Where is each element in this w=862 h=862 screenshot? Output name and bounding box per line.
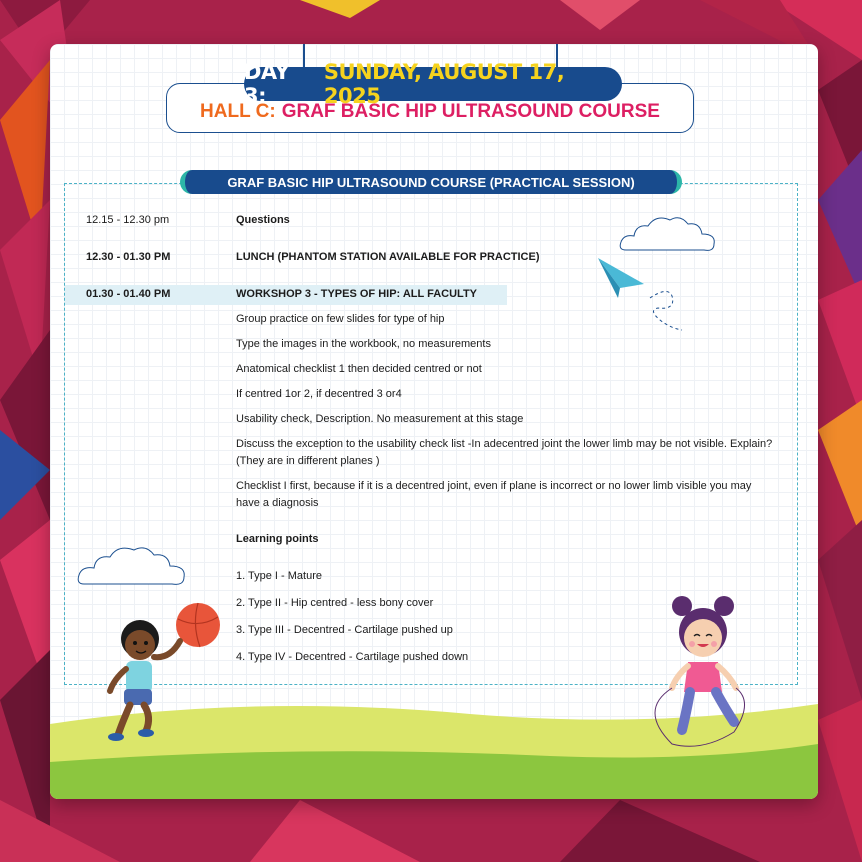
day-date: SUNDAY, AUGUST 17, 2025 [323, 60, 565, 108]
cloud-icon [76, 542, 188, 590]
girl-illustration [642, 592, 762, 752]
schedule-title: LUNCH (PHANTOM STATION AVAILABLE FOR PRACTICE) [236, 251, 540, 263]
schedule-card [50, 44, 818, 799]
learning-heading: Learning points [236, 533, 319, 545]
schedule-time: 12.15 - 12.30 pm [86, 214, 170, 226]
schedule-time: 12.30 - 01.30 PM [86, 251, 171, 263]
workshop-note: Type the images in the workbook, no measurements [236, 338, 491, 350]
workshop-note: Anatomical checklist 1 then decided centred or not [236, 363, 482, 375]
schedule-title: WORKSHOP 3 - TYPES OF HIP: ALL FACULTY [236, 288, 477, 300]
workshop-note: If centred 1or 2, if decentred 3 or4 [236, 388, 402, 400]
session-title: GRAF BASIC HIP ULTRASOUND COURSE (PRACTICAL SESSION) [180, 170, 682, 194]
workshop-note: Discuss the exception to the usability check list -In adecentred joint the lower limb may be not visible. Explain? (They are in different planes ) [236, 438, 773, 467]
learning-point: 2. Type II - Hip centred - less bony cover [236, 597, 434, 609]
hall-label: HALL C: [200, 101, 276, 122]
learning-point: 1. Type I - Mature [236, 570, 323, 582]
workshop-note: Group practice on few slides for type of hip [236, 313, 445, 325]
workshop-note: Checklist I first, because if it is a decentred joint, even if plane is incorrect or no lower limb visible you may have a diagnosis [236, 480, 752, 509]
cloud-icon [618, 212, 718, 256]
learning-point: 3. Type III - Decentred - Cartilage pushed up [236, 624, 453, 636]
hall-name: GRAF BASIC HIP ULTRASOUND COURSE [281, 101, 660, 122]
workshop-note: Usability check, Description. No measurement at this stage [236, 413, 524, 425]
day-banner [244, 60, 622, 108]
boy-illustration [100, 599, 230, 749]
schedule-title: Questions [236, 214, 290, 226]
schedule-time: 01.30 - 01.40 PM [86, 288, 171, 300]
day-label: DAY 3: [244, 60, 290, 108]
learning-point: 4. Type IV - Decentred - Cartilage pushed down [236, 651, 469, 663]
paper-plane-icon [598, 258, 690, 334]
